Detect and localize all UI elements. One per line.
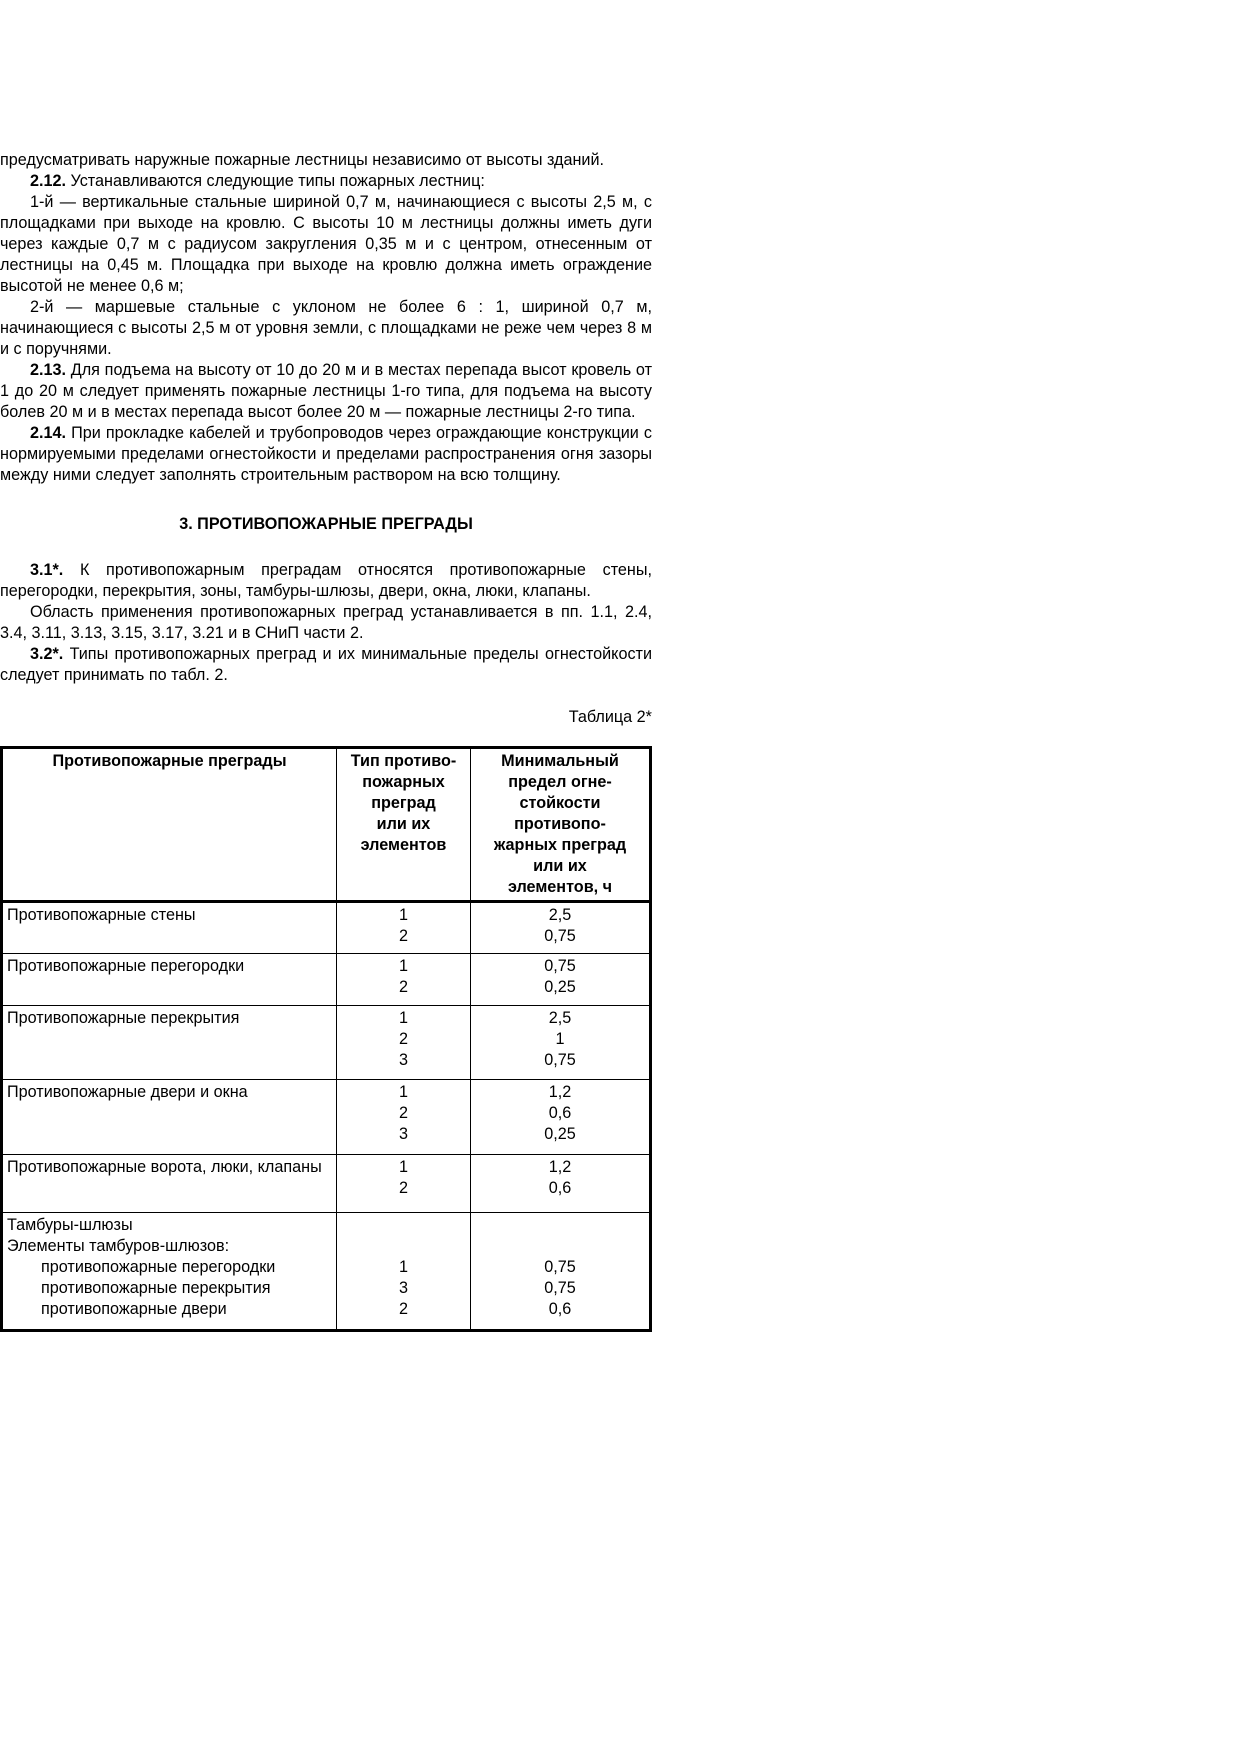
limit-value: 0,75 [544, 957, 576, 975]
limit-value: 1,2 [548, 1083, 572, 1101]
header-line: Минимальный [501, 752, 619, 770]
table-row [2, 1213, 651, 1331]
airlock-title: Тамбуры-шлюзы [7, 1216, 133, 1234]
barrier-limits [471, 1155, 651, 1213]
clause-number: 3.2*. [30, 645, 64, 663]
type-value: 2 [398, 1030, 408, 1048]
paragraph-continuation: предусматривать наружные пожарные лестницы независимо от высоты зданий. [0, 151, 605, 169]
paragraph-2-14 [0, 423, 652, 486]
table-header-row [2, 748, 651, 902]
limit-value: 2,5 [548, 906, 572, 924]
paragraph-3-1 [0, 560, 652, 602]
header-line: пожарных [362, 773, 445, 791]
type-value: 1 [398, 957, 408, 975]
header-line: или их [376, 815, 431, 833]
limit-value: 0,75 [544, 927, 576, 945]
barrier-name: Противопожарные перегородки [2, 954, 337, 1006]
table-row [2, 902, 651, 954]
type-value: 2 [398, 927, 408, 945]
barrier-limits [471, 1006, 651, 1080]
header-line: предел огне- [508, 773, 612, 791]
airlock-sub-item: противопожарные перекрытия [41, 1279, 271, 1297]
type-value: 2 [398, 1300, 408, 1318]
barrier-types [337, 1155, 471, 1213]
type-value: 2 [398, 1104, 408, 1122]
header-barriers: Противопожарные преграды [2, 748, 337, 902]
airlock-sub-item: противопожарные перегородки [41, 1258, 276, 1276]
type-value: 1 [398, 1258, 408, 1276]
fire-barriers-table [0, 746, 652, 1332]
header-line: жарных преград [493, 836, 627, 854]
limit-value: 0,25 [544, 978, 576, 996]
header-type [337, 748, 471, 902]
barrier-types [337, 1080, 471, 1155]
limit-value [475, 1236, 645, 1257]
barrier-name: Противопожарные перекрытия [2, 1006, 337, 1080]
paragraph-scope: Область применения противопожарных преград устанавливается в пп. 1.1, 2.4, 3.4, 3.11, 3.13, 3.15, 3.17, 3.21 и в СНиП части 2. [0, 603, 652, 642]
table-caption: Таблица 2* [568, 708, 652, 726]
paragraph-3-2 [0, 644, 652, 686]
barrier-name: Противопожарные ворота, люки, клапаны [2, 1155, 337, 1213]
document-page [0, 150, 652, 1332]
header-line: Тип противо- [350, 752, 457, 770]
barrier-limits [471, 1080, 651, 1155]
limit-value: 2,5 [548, 1009, 572, 1027]
limit-value: 1 [555, 1030, 565, 1048]
type-value: 3 [398, 1279, 408, 1297]
header-line: элементов [360, 836, 447, 854]
header-line: противопо- [514, 815, 606, 833]
clause-text: К противопожарным преградам относятся противопожарные стены, перегородки, перекрытия, зоны, тамбуры-шлюзы, двери, окна, люки, клапаны. [0, 561, 652, 600]
airlock-sub-item: противопожарные двери [41, 1300, 227, 1318]
paragraph-2-13 [0, 360, 652, 423]
barrier-types [337, 1006, 471, 1080]
limit-value: 0,25 [544, 1125, 576, 1143]
limit-value: 0,75 [544, 1279, 576, 1297]
type-value [341, 1236, 466, 1257]
limit-value: 0,6 [548, 1300, 572, 1318]
limit-value: 0,6 [548, 1179, 572, 1197]
paragraph-ladder-type-1: 1-й — вертикальные стальные шириной 0,7 м, начинающиеся с высоты 2,5 м, с площадками при выходе на кровлю. С высоты 10 м лестницы должны иметь дуги через каждые 0,7 м с радиусом закругления 0,35 м и с центром, отнесенным от лестницы на 0,45 м. Площадка при выходе на кровлю должна иметь ограждение высотой не менее 0,6 м; [0, 193, 652, 295]
barrier-limits [471, 902, 651, 954]
barrier-limits [471, 954, 651, 1006]
type-value: 1 [398, 906, 408, 924]
section-heading: 3. ПРОТИВОПОЖАРНЫЕ ПРЕГРАДЫ [179, 515, 473, 533]
clause-text: При прокладке кабелей и трубопроводов через ограждающие конструкции с нормируемыми пределами огнестойкости и пределами распространения огня зазоры между ними следует заполнять строительным раствором на всю толщину. [0, 424, 652, 484]
table-row [2, 1155, 651, 1213]
table-row [2, 954, 651, 1006]
clause-number: 2.12. [30, 172, 67, 190]
clause-number: 2.14. [30, 424, 67, 442]
barrier-name: Противопожарные двери и окна [2, 1080, 337, 1155]
header-line: преград [371, 794, 436, 812]
barrier-name: Противопожарные стены [2, 902, 337, 954]
type-value: 1 [398, 1158, 408, 1176]
table-row [2, 1080, 651, 1155]
type-value: 3 [398, 1051, 408, 1069]
type-value: 2 [398, 1179, 408, 1197]
limit-value: 0,75 [544, 1051, 576, 1069]
clause-number: 3.1*. [30, 561, 64, 579]
paragraph-2-12 [0, 171, 652, 192]
type-value: 1 [398, 1009, 408, 1027]
header-line: элементов, ч [507, 878, 613, 896]
barrier-name [2, 1213, 337, 1331]
table-row [2, 1006, 651, 1080]
limit-value [475, 1215, 645, 1236]
limit-value: 1,2 [548, 1158, 572, 1176]
header-line: или их [533, 857, 587, 875]
header-fire-resistance [471, 748, 651, 902]
airlock-elements-label: Элементы тамбуров-шлюзов: [7, 1237, 230, 1255]
limit-value: 0,75 [544, 1258, 576, 1276]
header-line: стойкости [519, 794, 601, 812]
barrier-types [337, 902, 471, 954]
clause-text: Для подъема на высоту от 10 до 20 м и в местах перепада высот кровель от 1 до 20 м следует применять пожарные лестницы 1-го типа, для подъема на высоту болев 20 м и в местах перепада высот более 20 м — пожарные лестницы 2-го типа. [0, 361, 652, 421]
clause-text: Типы противопожарных преград и их минимальные пределы огнестойкости следует принимать по табл. 2. [0, 645, 652, 684]
clause-text: Устанавливаются следующие типы пожарных лестниц: [66, 172, 485, 190]
limit-value: 0,6 [548, 1104, 572, 1122]
type-value: 3 [398, 1125, 408, 1143]
paragraph-ladder-type-2: 2-й — маршевые стальные с уклоном не более 6 : 1, шириной 0,7 м, начинающиеся с высоты 2,5 м от уровня земли, с площадками не реже чем через 8 м и с поручнями. [0, 298, 652, 358]
type-value: 1 [398, 1083, 408, 1101]
type-value: 2 [398, 978, 408, 996]
barrier-limits [471, 1213, 651, 1331]
barrier-types [337, 1213, 471, 1331]
barrier-types [337, 954, 471, 1006]
clause-number: 2.13. [30, 361, 67, 379]
type-value [341, 1215, 466, 1236]
